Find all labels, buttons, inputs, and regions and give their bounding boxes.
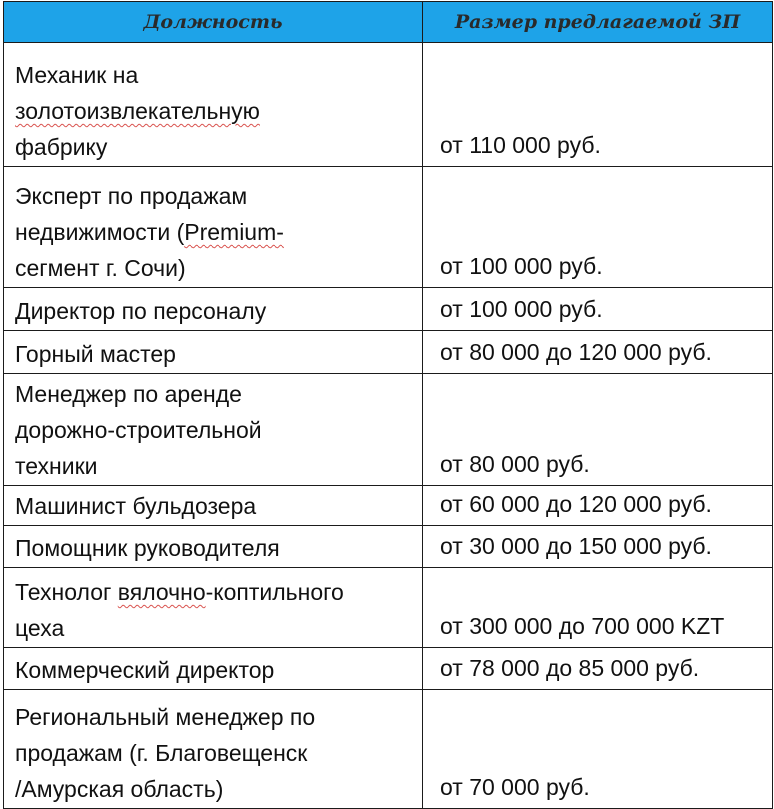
- position-cell: Машинист бульдозера: [4, 486, 423, 526]
- table-row: [4, 648, 773, 690]
- position-cell: Коммерческий директор: [4, 648, 423, 690]
- table-row: [4, 43, 773, 167]
- position-cell: Директор по персоналу: [4, 288, 423, 331]
- salary-cell: от 100 000 руб.: [423, 288, 773, 331]
- table-row: [4, 167, 773, 288]
- table-row: [4, 486, 773, 526]
- salary-cell: от 70 000 руб.: [423, 690, 773, 809]
- position-cell: Горный мастер: [4, 331, 423, 374]
- table-row: [4, 331, 773, 374]
- position-cell: Механик на золотоизвлекательную фабрику: [4, 43, 423, 167]
- salary-column-header: Размер предлагаемой ЗП: [423, 2, 773, 43]
- table-row: [4, 288, 773, 331]
- position-cell: Региональный менеджер по продажам (г. Благовещенск /Амурская область): [4, 690, 423, 809]
- position-cell: Помощник руководителя: [4, 526, 423, 568]
- salary-cell: от 60 000 до 120 000 руб.: [423, 486, 773, 526]
- salary-cell: от 80 000 руб.: [423, 374, 773, 486]
- salary-cell: от 30 000 до 150 000 руб.: [423, 526, 773, 568]
- salary-cell: от 110 000 руб.: [423, 43, 773, 167]
- position-column-header: Должность: [4, 2, 423, 43]
- salary-cell: от 100 000 руб.: [423, 167, 773, 288]
- position-cell: Менеджер по аренде дорожно-строительной техники: [4, 374, 423, 486]
- table-row: [4, 374, 773, 486]
- salary-cell: от 300 000 до 700 000 KZT: [423, 568, 773, 648]
- position-cell: Эксперт по продажам недвижимости (Premium- сегмент г. Сочи): [4, 167, 423, 288]
- table-row: [4, 568, 773, 648]
- table-header-row: [4, 2, 773, 43]
- salary-table: [3, 1, 773, 809]
- position-cell: Технолог вялочно-коптильного цеха: [4, 568, 423, 648]
- salary-cell: от 78 000 до 85 000 руб.: [423, 648, 773, 690]
- salary-cell: от 80 000 до 120 000 руб.: [423, 331, 773, 374]
- table-row: [4, 526, 773, 568]
- table-row: [4, 690, 773, 809]
